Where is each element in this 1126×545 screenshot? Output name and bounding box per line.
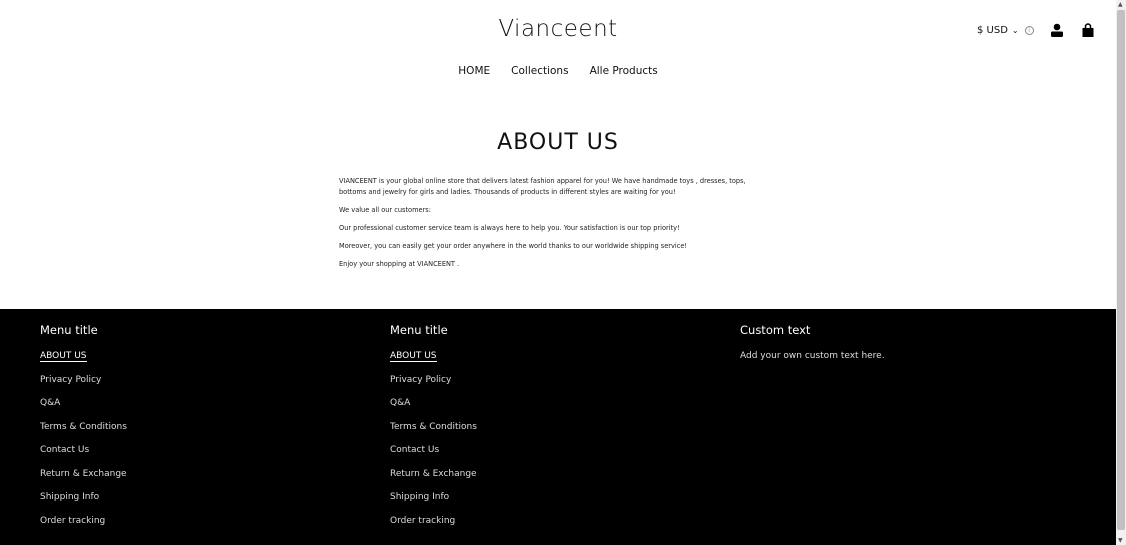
footer-link[interactable]: Privacy Policy <box>40 374 102 385</box>
footer-link[interactable]: Terms & Conditions <box>390 421 477 432</box>
nav-collections[interactable]: Collections <box>511 65 569 77</box>
footer-link[interactable]: Order tracking <box>40 515 106 526</box>
footer-link[interactable]: Q&A <box>40 398 61 408</box>
chevron-down-icon: ⌄ <box>1011 25 1019 35</box>
footer-link[interactable]: Return & Exchange <box>390 468 477 479</box>
scrollbar-thumb[interactable] <box>1117 10 1125 530</box>
footer-link[interactable]: Terms & Conditions <box>40 421 127 432</box>
footer-link[interactable]: ABOUT US <box>40 351 87 361</box>
paragraph: We value all our customers: <box>339 206 431 214</box>
footer-link[interactable]: Contact Us <box>40 445 90 455</box>
footer-link[interactable]: Order tracking <box>390 515 456 526</box>
nav-all-products[interactable]: Alle Products <box>589 65 658 77</box>
scroll-down-icon[interactable]: ▼ <box>1118 537 1123 544</box>
footer-link[interactable]: Return & Exchange <box>40 468 127 479</box>
paragraph: VIANCEENT is your global online store that delivers latest fashion apparel for you! We have handmade toys , dresses, tops, bottoms and jewelry for girls and ladies. Thousands of products in different styles are waiting for you! <box>339 177 746 196</box>
account-icon[interactable] <box>1050 23 1064 37</box>
paragraph: Enjoy your shopping at VIANCEENT . <box>339 260 460 268</box>
footer-link[interactable]: Q&A <box>390 398 411 408</box>
footer-menu-1 <box>40 323 127 539</box>
footer-link[interactable]: Privacy Policy <box>390 374 452 385</box>
scrollbar[interactable] <box>1116 0 1126 545</box>
footer <box>0 309 1116 545</box>
nav-home[interactable]: HOME <box>458 65 491 77</box>
paragraph: Our professional customer service team is always here to help you. Your satisfaction is our top priority! <box>339 224 680 232</box>
footer-link[interactable]: Shipping Info <box>40 492 100 502</box>
scroll-up-icon[interactable]: ▲ <box>1118 1 1123 8</box>
custom-text-title: Custom text <box>740 323 811 337</box>
about-content <box>339 176 759 277</box>
paragraph: Moreover, you can easily get your order anywhere in the world thanks to our worldwide shipping service! <box>339 242 688 250</box>
footer-menu-title: Menu title <box>40 323 98 337</box>
footer-link[interactable]: Shipping Info <box>390 492 450 502</box>
main-nav <box>0 65 1116 77</box>
store-logo[interactable]: Vianceent <box>498 16 618 42</box>
footer-link[interactable]: ABOUT US <box>390 351 437 361</box>
footer-custom-text <box>740 323 885 361</box>
page-title: ABOUT US <box>497 130 619 155</box>
info-icon[interactable]: i <box>1025 26 1034 35</box>
currency-label: $ USD <box>977 24 1008 36</box>
cart-bag-icon[interactable] <box>1082 23 1094 37</box>
footer-link[interactable]: Contact Us <box>390 445 440 455</box>
currency-selector[interactable] <box>977 25 1019 36</box>
footer-menu-title: Menu title <box>390 323 448 337</box>
custom-text-body: Add your own custom text here. <box>740 351 885 361</box>
footer-menu-2 <box>390 323 477 539</box>
